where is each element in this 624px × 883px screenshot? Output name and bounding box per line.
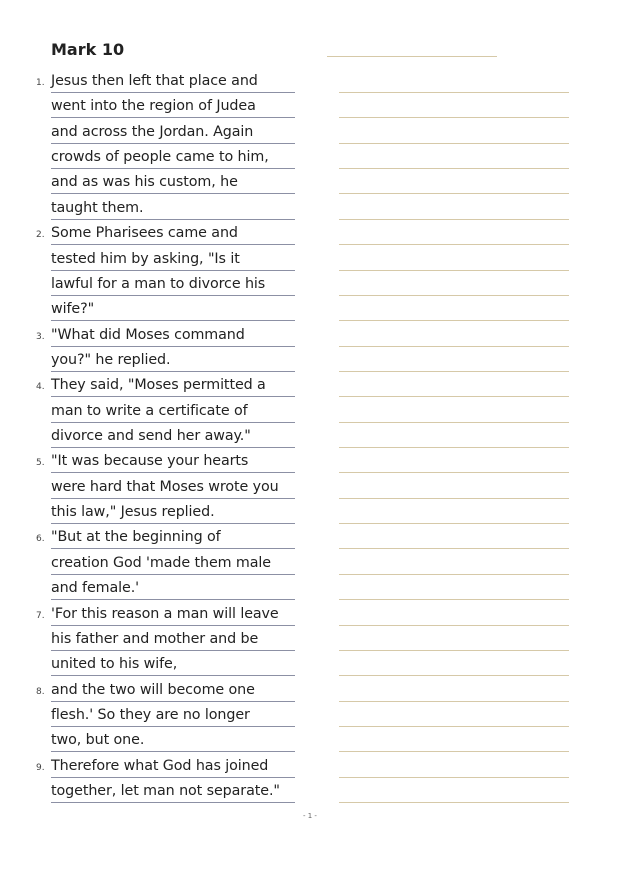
verse-line bbox=[0, 271, 624, 296]
verse-number: 5. bbox=[36, 458, 45, 469]
verse-text: two, but one. bbox=[51, 729, 295, 752]
verse-line bbox=[0, 677, 624, 702]
verse-line bbox=[0, 322, 624, 347]
verse-text: "It was because your hearts bbox=[51, 450, 295, 473]
verse-line bbox=[0, 727, 624, 752]
verse-line bbox=[0, 246, 624, 271]
verse-line bbox=[0, 93, 624, 118]
verse-line bbox=[0, 474, 624, 499]
verse-text: "What did Moses command bbox=[51, 324, 295, 347]
page-title: Mark 10 bbox=[51, 40, 125, 59]
verse-text: divorce and send her away." bbox=[51, 425, 295, 448]
verse-text: Therefore what God has joined bbox=[51, 755, 295, 778]
verse-text: man to write a certificate of bbox=[51, 400, 295, 423]
verse-number: 1. bbox=[36, 78, 45, 88]
copy-writing-line bbox=[339, 802, 569, 803]
verse-text: wife?" bbox=[51, 298, 295, 321]
verse-line bbox=[0, 626, 624, 651]
verse-number: 3. bbox=[36, 331, 45, 342]
verse-number: 2. bbox=[36, 230, 45, 241]
title-writing-line bbox=[327, 56, 497, 57]
verse-text: and across the Jordan. Again bbox=[51, 121, 295, 144]
verse-line bbox=[0, 753, 624, 778]
verse-text: They said, "Moses permitted a bbox=[51, 374, 295, 397]
verse-text: lawful for a man to divorce his bbox=[51, 273, 295, 296]
verse-line bbox=[0, 144, 624, 169]
verse-text: his father and mother and be bbox=[51, 628, 295, 651]
verse-text: and the two will become one bbox=[51, 679, 295, 702]
verse-text: flesh.' So they are no longer bbox=[51, 704, 295, 727]
verse-number: 7. bbox=[36, 610, 45, 621]
verse-number: 4. bbox=[36, 382, 45, 393]
verse-text: united to his wife, bbox=[51, 653, 295, 676]
verse-line bbox=[0, 296, 624, 321]
verse-text: Jesus then left that place and bbox=[51, 70, 295, 93]
verse-text: Some Pharisees came and bbox=[51, 222, 295, 245]
verse-text: 'For this reason a man will leave bbox=[51, 603, 295, 626]
verse-text: and female.' bbox=[51, 577, 295, 600]
verse-text: went into the region of Judea bbox=[51, 95, 295, 118]
verse-number: 8. bbox=[36, 686, 45, 697]
verse-line bbox=[0, 448, 624, 473]
verse-text: and as was his custom, he bbox=[51, 171, 295, 194]
verse-line bbox=[0, 550, 624, 575]
verse-number: 6. bbox=[36, 534, 45, 545]
verse-text: "But at the beginning of bbox=[51, 526, 295, 549]
verse-number: 9. bbox=[36, 762, 45, 773]
verse-line bbox=[0, 601, 624, 626]
verse-text: were hard that Moses wrote you bbox=[51, 476, 295, 499]
verse-text: creation God 'made them male bbox=[51, 552, 295, 575]
verse-line bbox=[0, 195, 624, 220]
verse-text: crowds of people came to him, bbox=[51, 146, 295, 169]
verse-line bbox=[0, 119, 624, 144]
verse-line bbox=[0, 347, 624, 372]
verse-text: taught them. bbox=[51, 197, 295, 220]
verse-line bbox=[0, 524, 624, 549]
verse-line bbox=[0, 702, 624, 727]
page-number: - 1 - bbox=[303, 812, 317, 820]
verse-line bbox=[0, 68, 624, 93]
verse-line bbox=[0, 372, 624, 397]
verse-line bbox=[0, 778, 624, 803]
verse-line bbox=[0, 398, 624, 423]
verse-line bbox=[0, 575, 624, 600]
verse-line bbox=[0, 651, 624, 676]
verse-text: this law," Jesus replied. bbox=[51, 501, 295, 524]
verse-text: you?" he replied. bbox=[51, 349, 295, 372]
verse-text: tested him by asking, "Is it bbox=[51, 248, 295, 271]
verse-text: together, let man not separate." bbox=[51, 780, 295, 803]
verse-line bbox=[0, 499, 624, 524]
verse-line bbox=[0, 220, 624, 245]
verse-line bbox=[0, 169, 624, 194]
verse-line bbox=[0, 423, 624, 448]
